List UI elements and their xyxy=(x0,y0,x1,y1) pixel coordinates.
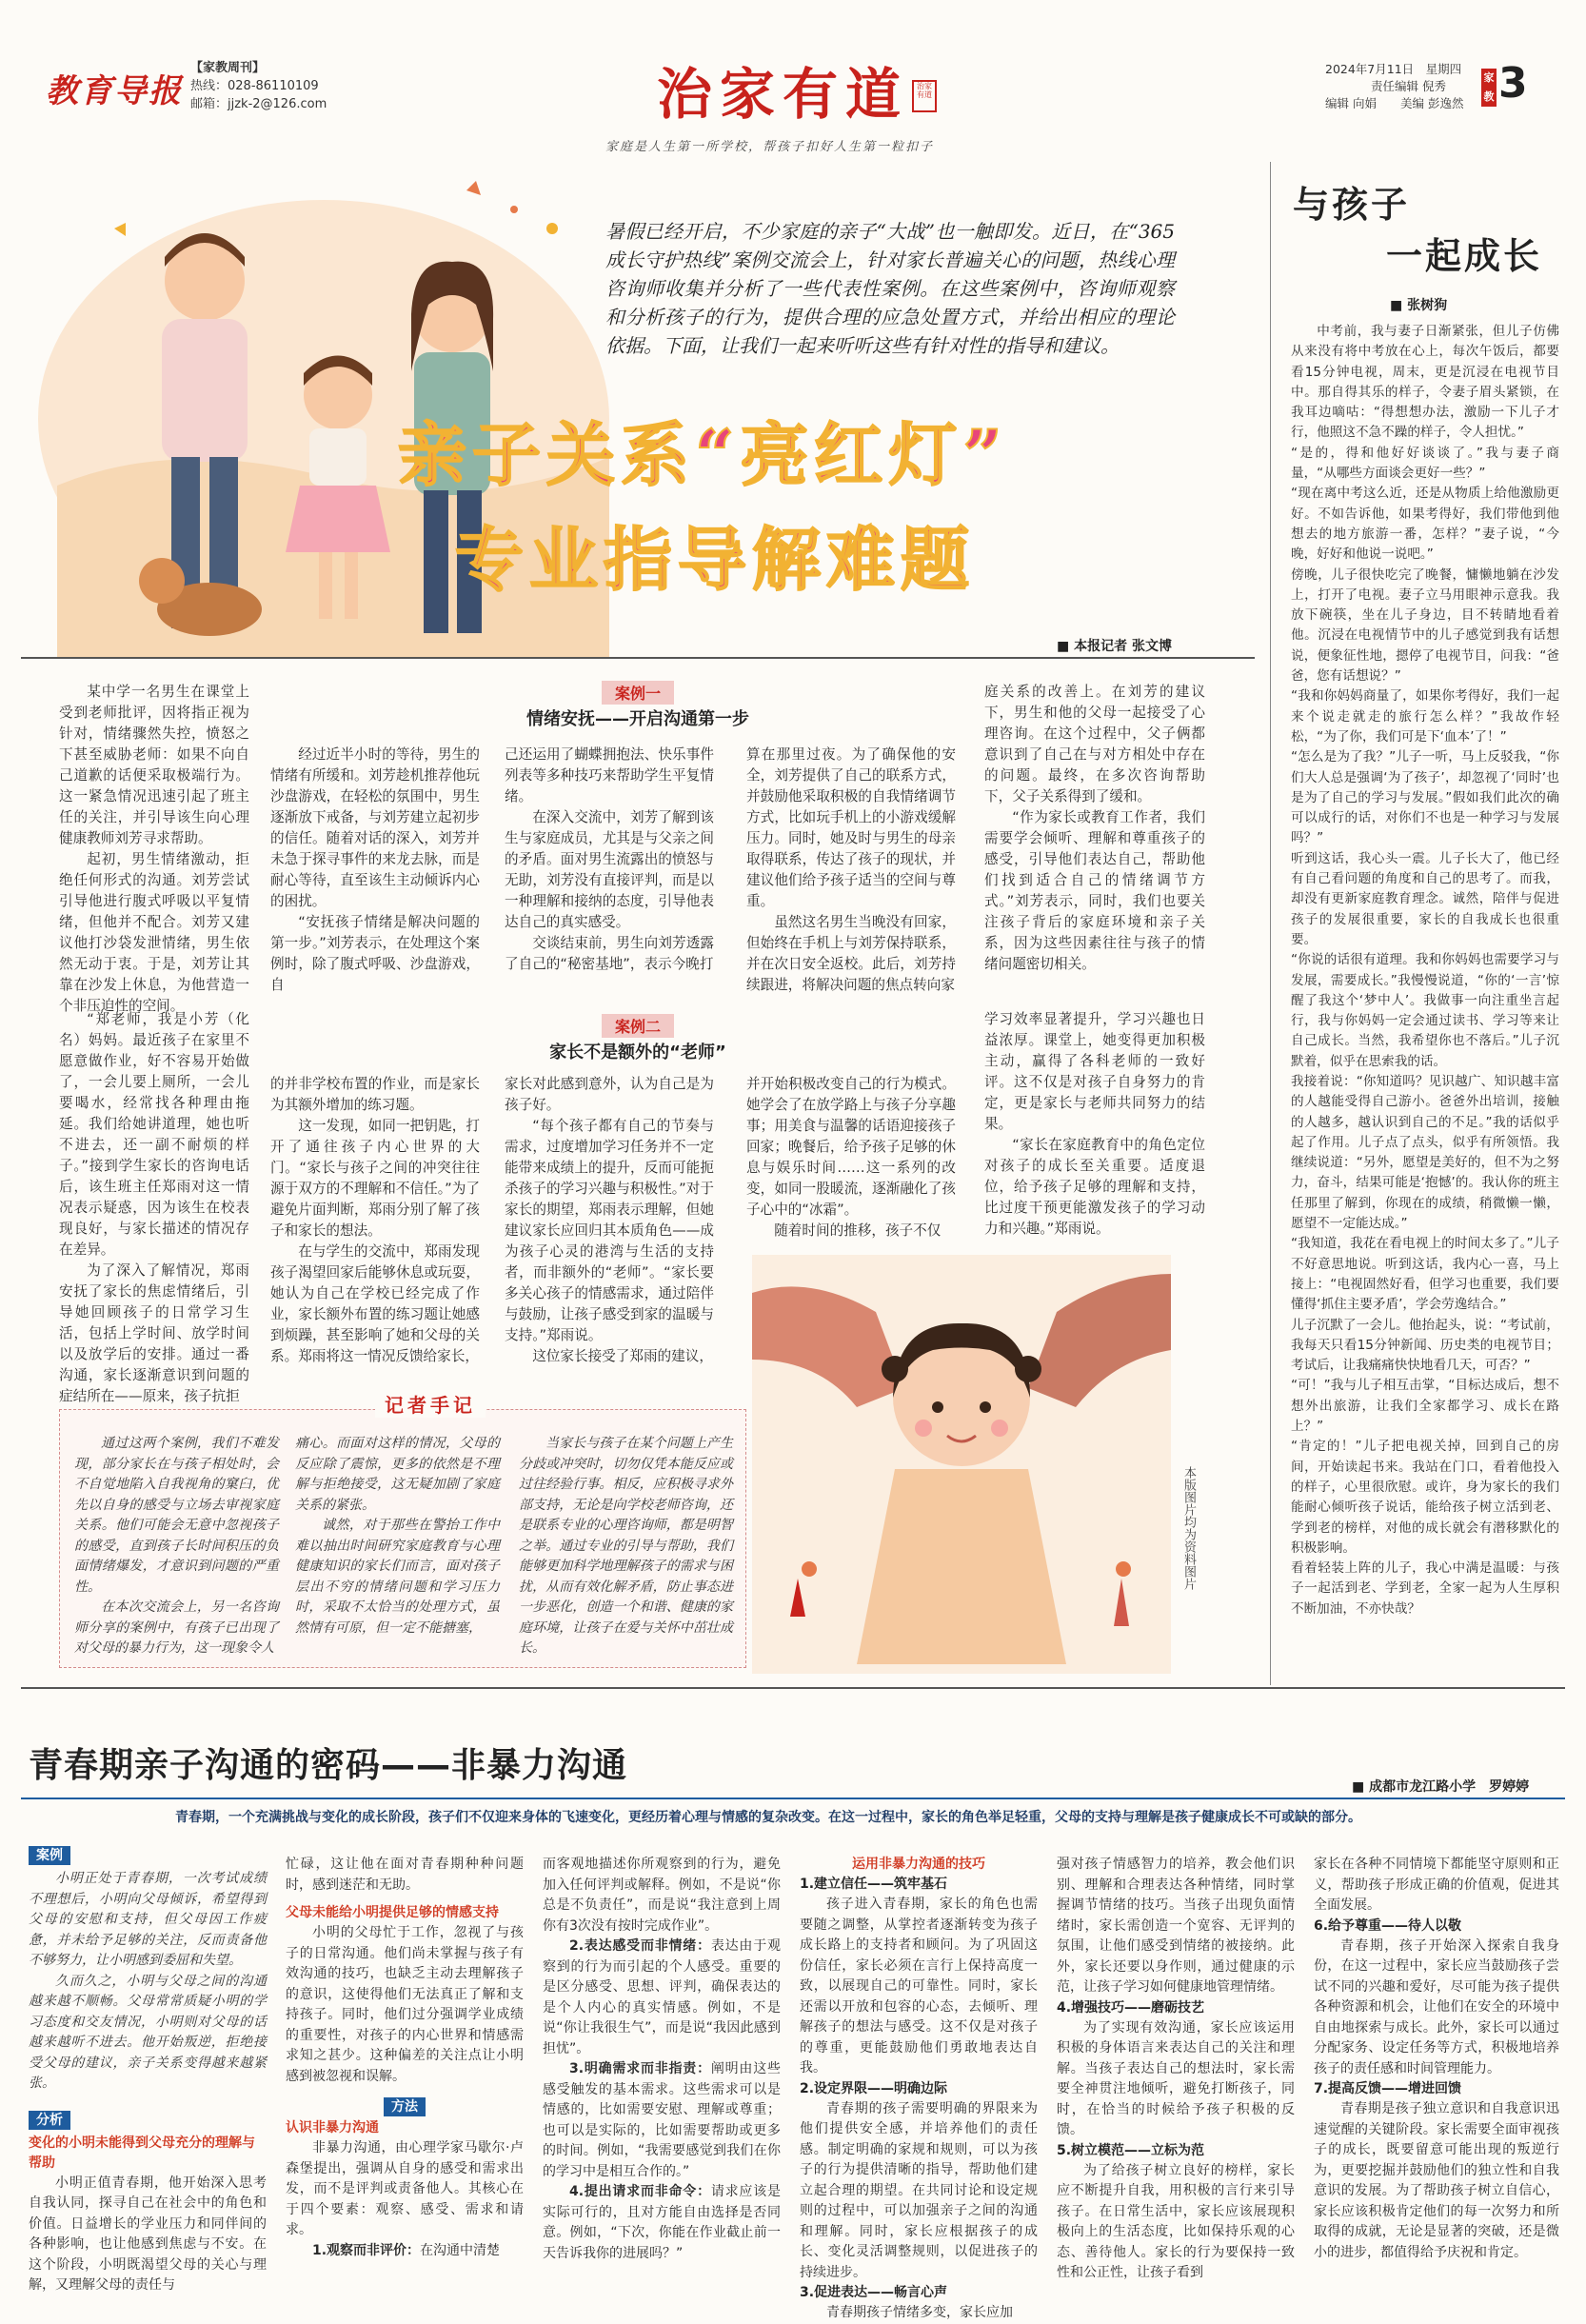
bottom-col4 xyxy=(800,1855,1038,2324)
lead-byline-text: 本报记者 张文博 xyxy=(1074,639,1172,654)
editor: 责任编辑 倪秀 xyxy=(1371,79,1446,93)
analysis-tag: 分析 xyxy=(29,2111,70,2130)
hotline: 热线：028-86110109 xyxy=(190,79,319,93)
newspaper-logo: 教育导报 xyxy=(46,72,183,110)
case2-col1 xyxy=(59,1009,249,1407)
paragraph: 并开始积极改变自己的行为模式。她学会了在放学路上与孩子分享趣事；用美食与温馨的话语迎接孩子回家；晚餐后，给予孩子足够的休息与娱乐时间……这一系列的改变，如同一股暖流，逐渐融化了孩子心中的“冰霜”。 xyxy=(746,1076,956,1218)
paragraph: 虽然这名男生当晚没有回家，但始终在手机上与刘芳保持联系，并在次日安全返校。此后，刘芳持续跟进，将解决问题的焦点转向家 xyxy=(746,914,956,993)
method-heading: 认识非暴力沟通 xyxy=(286,2120,379,2135)
technique-heading: 3.促进表达——畅言心声 xyxy=(800,2285,948,2300)
technique-heading: 4.增强技巧——磨砺技艺 xyxy=(1057,1999,1205,2016)
masthead-info xyxy=(190,59,327,113)
bottom-col1 xyxy=(29,1845,267,2296)
paragraph: “作为家长或教育工作者，我们需要学会倾听、理解和尊重孩子的感受，引导他们表达自己，帮助他们找到适合自己的情绪调节方式。”刘芳表示，同时，我们也要关注孩子背后的家庭环境和亲子关系，因为这些因素往往与孩子的情绪问题密切相关。 xyxy=(984,809,1205,972)
paragraph: 某中学一名男生在课堂上受到老师批评，因将指正视为针对，情绪骤然失控，愤怒之下甚至威胁老师：如果不向自己道歉的话便采取极端行为。这一紧急情况迅速引起了班主任的关注，并引导该生向心理健康教师刘芳寻求帮助。 xyxy=(59,684,249,846)
case-tag-wrap xyxy=(29,1845,267,1865)
paragraph: “每个孩子都有自己的节奏与需求，过度增加学习任务并不一定能带来成绩上的提升，反而可能扼杀孩子的学习兴趣与积极性。”对于家长的期望，郑雨表示理解，但她建议家长应回归其本质角色——成为孩子心灵的港湾与生活的支持者，而非额外的“老师”。“家长要多关心孩子的情感需求，通过陪伴与鼓励，让孩子感受到家的温暖与支持。”郑雨说。 xyxy=(505,1118,714,1343)
paragraph xyxy=(543,2182,781,2264)
case2-col4 xyxy=(746,1074,956,1241)
column-author-text: 张树狗 xyxy=(1407,298,1448,313)
section-label: 【家教周刊】 xyxy=(190,61,266,75)
point-heading: 2.表达感受而非情绪： xyxy=(569,1938,711,1954)
girl-illustration xyxy=(752,1255,1171,1674)
masthead xyxy=(0,0,1586,154)
paragraph: 这位家长接受了郑雨的建议， xyxy=(532,1348,713,1364)
issue-info xyxy=(1325,61,1463,112)
paragraph: 起初，男生情绪激动，拒绝任何形式的沟通。刘芳尝试引导他进行腹式呼吸以平复情绪，但他并不配合。刘芳又建议他打沙袋发泄情绪，男生依然无动于衷。于是，刘芳让其靠在沙发上休息，为他营造一个非压迫性的空间。 xyxy=(59,851,249,1014)
case1-col5 xyxy=(984,682,1205,975)
notes-col1 xyxy=(74,1434,279,1659)
paragraph: 小明的父母忙于工作，忽视了与孩子的日常沟通。他们尚未掌握与孩子有效沟通的技巧，也缺乏主动去理解孩子的意识，这使得他们无法真正了解和支持孩子。同时，他们过分强调学业成绩的重要性，对孩子的内心世界和情感需求知之甚少。这种偏差的关注点让小明感到被忽视和误解。 xyxy=(286,1925,524,2084)
column-title-2: 一起成长 xyxy=(1386,234,1543,277)
paragraph: 为了深入了解情况，郑雨安抚了家长的焦虑情绪后，引导她回顾孩子的日常学习生活，包括上学时间、放学时间以及放学后的安排。通过一番沟通，家长逐渐意识到问题的症结所在——原来，孩子抗拒 xyxy=(59,1262,249,1404)
paragraph: 青春期是孩子独立意识和自我意识迅速觉醒的关键阶段。家长需要全面审视孩子的成长，既要留意可能出现的叛逆行为，更要挖掘并鼓励他们的独立性和自我意识的发展。为了帮助孩子树立自信心，家长应该积极肯定他们的每一次努力和所取得的成就，无论是显著的突破，还是微小的进步，都值得给予庆祝和肯定。 xyxy=(1314,2101,1559,2260)
editor-2: 编辑 向娟 美编 彭逸然 xyxy=(1325,96,1464,110)
bottom-col2 xyxy=(286,1855,524,2261)
bottom-col5 xyxy=(1057,1855,1295,2284)
case2-header xyxy=(495,1014,781,1038)
section-divider xyxy=(21,1687,1565,1689)
photo-credit: 本版图片均为资料图片 xyxy=(1181,1466,1196,1590)
notes-col3 xyxy=(519,1434,733,1659)
paragraph: 在本次交流会上，另一名咨询师分享的案例中，有孩子已出现了对父母的暴力行为，这一现象令人 xyxy=(74,1599,279,1656)
case1-col1 xyxy=(59,682,249,1017)
technique-heading: 5.树立模范——立标为范 xyxy=(1057,2142,1205,2158)
divider xyxy=(21,657,1255,659)
point-heading: 3.明确需求而非指责： xyxy=(569,2061,711,2076)
paragraph: “家长在家庭教育中的角色定位对孩子的成长至关重要。适度退位，给予孩子足够的理解和支持，比过度干预更能激发孩子的学习动力和兴趣。”郑雨说。 xyxy=(984,1137,1205,1237)
bottom-col3 xyxy=(543,1855,781,2264)
method-tag: 方法 xyxy=(384,2097,426,2116)
email: 邮箱：jjzk-2@126.com xyxy=(190,97,327,111)
bottom-intro: 青春期，一个充满挑战与变化的成长阶段，孩子们不仅迎来身体的飞速变化，更经历着心理与情感的复杂改变。在这一过程中，家长的角色举足轻重，父母的支持与理解是孩子健康成长不可或缺的部分。 xyxy=(175,1810,1361,1825)
lead-intro: 暑假已经开启，不少家庭的亲子“大战”也一触即发。近日，在“365成长守护热线”案例交流会上，针对家长普遍关心的问题，热线心理咨询师收集并分析了一些代表性案例。在这些案例中，咨询师观察和分析孩子的行为，提供合理的应急处置方式，并给出相应的理论依据。下面，让我们一起来听听这些有针对性的指导和建议。 xyxy=(605,220,1175,357)
slogan: 家庭是人生第一所学校，帮孩子扣好人生第一粒扣子 xyxy=(605,140,935,154)
paragraph: 痛心。而面对这样的情况，父母的反应除了震惊，更多的依然是不理解与拒绝接受，这无疑加剧了家庭关系的紧张。 xyxy=(295,1436,500,1513)
paragraph: 家长在各种不同情境下都能坚守原则和正义，帮助孩子形成正确的价值观，促进其全面发展。 xyxy=(1314,1857,1559,1913)
case1-header xyxy=(495,681,781,705)
paragraph: “郑老师，我是小芳（化名）妈妈。最近孩子在家里不愿意做作业，好不容易开始做了，一会儿要上厕所，一会儿要喝水，经常找各种理由拖延。我们给她讲道理，她也听不进去，还一副不耐烦的样子。”接到学生家长的咨询电话后，该生班主任郑雨对这一情况表示疑惑，因为该生在校表现良好，与家长描述的情况存在差异。 xyxy=(59,1011,249,1258)
paragraph xyxy=(543,1937,781,2059)
paragraph: 在与学生的交流中，郑雨发现孩子渴望回家后能够休息或玩耍，她认为自己在学校已经完成了作业，家长额外布置的练习题让她感到烦躁，甚至影响了她和父母的关系。郑雨将这一情况反馈给家长， xyxy=(270,1243,480,1364)
bottom-col6 xyxy=(1314,1855,1559,2263)
point-text: 请求应该是实际可行的，且对方能自由选择是否同意。例如，“下次，你能在作业截止前一天告诉我你的进展吗？” xyxy=(543,2184,781,2261)
bottom-byline-text: 成都市龙江路小学 罗婷婷 xyxy=(1369,1779,1530,1795)
analysis-heading-1: 变化的小明未能得到父母充分的理解与帮助 xyxy=(29,2135,255,2171)
paragraph: 而客观地描述你所观察到的行为，避免加入任何评判或解释。例如，不是说“你总是不负责任”，而是说“我注意到上周你有3次没有按时完成作业”。 xyxy=(543,1857,781,1934)
paragraph: 非暴力沟通，由心理学家马歇尔·卢森堡提出，强调从自身的感受和需求出发，而不是评判或责备他人。其核心在于四个要素：观察、感受、需求和请求。 xyxy=(286,2140,524,2237)
bottom-title: 青春期亲子沟通的密码——非暴力沟通 xyxy=(29,1746,628,1785)
paragraph: 在深入交流中，刘芳了解到该生与家庭成员，尤其是与父亲之间的矛盾。面对男生流露出的愤怒与无助，刘芳没有直接评判，而是以一种理解和接纳的态度，引导他表达自己的真实感受。 xyxy=(505,809,714,930)
case1-title: 情绪安抚——开启沟通第一步 xyxy=(526,709,749,729)
column-divider xyxy=(1270,162,1271,1685)
page-tag: 家教 xyxy=(1481,69,1497,107)
case-tag: 案例 xyxy=(29,1846,70,1865)
analysis-tag-wrap xyxy=(29,2110,267,2130)
case2-col5 xyxy=(984,1009,1205,1240)
headline-2: 专业指导解难题 xyxy=(455,519,976,600)
paragraph: 家长对此感到意外，认为自己是为孩子好。 xyxy=(505,1076,714,1113)
issue-date: 2024年7月11日 星期四 xyxy=(1325,62,1462,76)
bottom-byline: ■ 成都市龙江路小学 罗婷婷 xyxy=(1352,1779,1530,1795)
point-text: 阐明由这些感受触发的基本需求。这些需求可以是情感的，比如需要安慰、理解或尊重；也可以是实际的，比如需要帮助或更多的时间。例如，“我需要感觉到我们在你的学习中是相互合作的。” xyxy=(543,2061,781,2179)
divider xyxy=(21,1798,1565,1799)
paragraph: 当家长与孩子在某个问题上产生分歧或冲突时，切勿仅凭本能反应或过往经验行事。相反，应积极寻求外部支持，无论是向学校老师咨询，还是联系专业的心理咨询师，都是明智之举。通过专业的引导与帮助，我们能够更加科学地理解孩子的需求与困扰，从而有效化解矛盾，防止事态进一步恶化，创造一个和谐、健康的家庭环境，让孩子在爱与关怀中茁壮成长。 xyxy=(519,1436,733,1656)
paragraph: 久而久之，小明与父母之间的沟通越来越不顺畅。父母常常质疑小明的学习态度和交友情况，小明则对父母的话越来越听不进去。他开始叛逆，拒绝接受父母的建议，亲子关系变得越来越紧张。 xyxy=(29,1973,267,2091)
paragraph: 青春期的孩子需要明确的界限来为他们提供安全感，并培养他们的责任感。制定明确的家规和规则，可以为孩子的行为提供清晰的指导，帮助他们建立起合理的期望。在共同讨论和设定规则的过程中，可以加强亲子之间的沟通和理解。同时，家长应根据孩子的成长、变化灵活调整规则，以促进孩子的持续进步。 xyxy=(800,2100,1038,2280)
paragraph: 庭关系的改善上。在刘芳的建议下，男生和他的父母一起接受了心理咨询。在这个过程中，父子俩都意识到了自己在与对方相处中存在的问题。最终，在多次咨询帮助下，父子关系得到了缓和。 xyxy=(984,684,1205,804)
paragraph xyxy=(543,2059,781,2182)
paragraph: 小明正处于青春期，一次考试成绩不理想后，小明向父母倾诉，希望得到父母的安慰和支持，但父母因工作疲惫，并未给予足够的关注，反而责备他不够努力，让小明感到委屈和失望。 xyxy=(29,1871,267,1968)
case2-tag: 案例二 xyxy=(602,1014,674,1038)
case2-col2 xyxy=(270,1074,480,1367)
paragraph: 小明正值青春期，他开始深入思考自我认同，探寻自己在社会中的角色和价值。日益增长的学业压力和同伴间的各种影响，也让他感到焦虑与不安。在这个阶段，小明既渴望父母的关心与理解，又理解父母的责任与 xyxy=(29,2175,267,2293)
lead-byline: ■ 本报记者 张文博 xyxy=(1057,639,1172,654)
paragraph: 强对孩子情感智力的培养，教会他们识别、理解和合理表达各种情绪，同时掌握调节情绪的技巧。当孩子出现负面情绪时，家长需创造一个宽容、无评判的氛围，让他们感受到情绪的被接纳。此外，家长还要以身作则，通过健康的示范，让孩子学习如何健康地管理情绪。 xyxy=(1057,1857,1295,1995)
paragraph: 算在那里过夜。为了确保他的安全，刘芳提供了自己的联系方式，并鼓励他采取积极的自我情绪调节方式，比如玩手机上的小游戏缓解压力。同时，她及时与男生的母亲取得联系，传达了孩子的现状，并建议他们给予孩子适当的空间与尊重。 xyxy=(746,746,956,909)
technique-heading: 1.建立信任——筑牢基石 xyxy=(800,1877,948,1892)
column-author: ■ 张树狗 xyxy=(1390,298,1448,313)
paragraph: 这一发现，如同一把钥匙，打开了通往孩子内心世界的大门。“家长与孩子之间的冲突往往源于双方的不理解和不信任。”为了避免片面判断，郑雨分别了解了孩子和家长的想法。 xyxy=(270,1118,480,1239)
reporter-notes-title: 记者手记 xyxy=(375,1390,486,1418)
headline-1: 亲子关系“亮红灯” xyxy=(398,414,1008,495)
paragraph: 交谈结束前，男生向刘芳透露了自己的“秘密基地”，表示今晚打 xyxy=(505,935,714,972)
case1-col2 xyxy=(270,745,480,996)
case1-col4 xyxy=(746,745,956,996)
paragraph: “安抚孩子情绪是解决问题的第一步。”刘芳表示，在处理这个案例时，除了腹式呼吸、沙盘游戏，自 xyxy=(270,914,480,993)
case1-tag: 案例一 xyxy=(602,681,674,705)
point-text: 表达由于观察到的行为而引起的个人感受。重要的是区分感受、思想、评判，确保表达的是个人内心的真实情感。例如，不是说“你让我很生气”，而是说“我因此感到担忧”。 xyxy=(543,1938,781,2056)
technique-heading: 6.给予尊重——待人以敬 xyxy=(1314,1917,1462,1934)
point-heading: 4.提出请求而非命令： xyxy=(569,2184,711,2199)
paragraph: 青春期孩子情绪多变，家长应加 xyxy=(826,2305,1013,2320)
point-heading: 1.观察而非评价： xyxy=(312,2242,421,2258)
paragraph: 诚然，对于那些在警抬工作中难以抽出时间研究家庭教育与心理健康知识的家长们而言，面对孩子层出不穷的情绪问题和学习压力时，采取不太恰当的处理方式，虽然情有可原，但一定不能搪塞， xyxy=(295,1518,500,1636)
page-title: 治家有道 xyxy=(657,62,909,127)
paragraph: 为了实现有效沟通，家长应该运用积极的身体语言来表达自己的关注和理解。当孩子表达自己的想法时，家长需要全神贯注地倾听，避免打断孩子，同时，在恰当的时候给予孩子积极的反馈。 xyxy=(1057,2019,1295,2137)
case2-title: 家长不是额外的“老师” xyxy=(549,1043,726,1063)
paragraph: 经过近半小时的等待，男生的情绪有所缓和。刘芳趁机推荐他玩沙盘游戏，在轻松的氛围中，男生逐渐放下戒备，与刘芳建立起初步的信任。随着对话的深入，刘芳并未急于探寻事件的来龙去脉，而是耐心等待，直至该生主动倾诉内心的困扰。 xyxy=(270,746,480,909)
case1-col3 xyxy=(505,745,714,975)
techniques-heading: 运用非暴力沟通的技巧 xyxy=(852,1857,985,1872)
technique-heading: 2.设定界限——明确边际 xyxy=(800,2080,948,2096)
column-body: 中考前，我与妻子日渐紧张，但儿子仿佛从来没有将中考放在心上，每次午饭后，都要看15分钟电视，周末，更是沉浸在电视节目中。那自得其乐的样子，令妻子眉头紧锁，在我耳边嘀咕：“得想想办法，激励一下儿子才行，他照这不急不躁的样子，令人担忧。” “是的，得和他好好谈谈了。”我与妻子商量，“从哪些方面谈会更好一些？” “现在离中考这么近，还是从物质上给他激励更好。不如告诉他，如果考得好，我们带他到他想去的地方旅游一番，怎样？”妻子说，“今晚，好好和他说一说吧。” 傍晚，儿子很快吃完了晚餐，慵懒地躺在沙发上，打开了电视。妻子立马用眼神示意我。我放下碗筷，坐在儿子身边，目不转睛地看着他。沉浸在电视情节中的儿子感觉到我有话想说，便象征性地，摁停了电视节目，问我：“爸爸，您有话想说？” “我和你妈妈商量了，如果你考得好，我们一起来个说走就走的旅行怎么样？”我故作轻松，“为了你，我们可是下‘血本’了！” “怎么是为了我？”儿子一听，马上反驳我，“你们大人总是强调‘为了孩子’，却忽视了‘同时’也是为了自己的学习与发展。”假如我们此次的确可以成行的话，对你们不也是一种学习与发展吗？” 听到这话，我心头一震。儿子长大了，他已经有自己看问题的角度和自己的思考了。而我，却没有更新家庭教育理念。诚然，陪伴与促进孩子的发展很重要，家长的自我成长也很重要。 “你说的话很有道理。我和你妈妈也需要学习与发展，需要成长。”我慢慢说道，“你的‘一言’惊醒了我这个‘梦中人’。我做事一向注重坐言起行，我与你妈妈一定会通过读书、学习等来让自己成长。当然，我希望你也不落后。”儿子沉默着，似乎在思索我的话。 我接着说：“你知道吗？见识越广、知识越丰富的人越能受得自己游小。爸爸外出培训，接触的人越多，越认识到自己的不足。”我的话似乎起了作用。儿子点了点头，似乎有所领悟。我继续说道：“另外，愿望是美好的，但不为之努力，奋斗，结果可能是‘抱憾’的。我认你的班主任那里了解到，你现在的成绩，稍微懒一懒，愿望不一定能达成。” “我知道，我花在看电视上的时间太多了。”儿子不好意思地说。听到这话，我内心一喜，马上接上：“电视固然好看，但学习也重要，我们要懂得‘抓住主要矛盾’，学会劳逸结合。” 儿子沉默了一会儿。他抬起头，说：“考试前，我每天只看15分钟新闻、历史类的电视节目；考试后，让我痛痛快快地看几天，可否？” “可！”我与儿子相互击掌，“目标达成后，想不想外出旅游，让我们全家都学习、成长在路上？” “肯定的！”儿子把电视关掉，回到自己的房间，开始读起书来。我站在门口，看着他投入的样子，心里很欣慰。或许，身为家长的我们能耐心倾听孩子说话，能给孩子树立活到老、学到老的榜样，对他的成长就会有潜移默化的积极影响。 看着轻装上阵的儿子，我心中满是温暖：与孩子一起活到老、学到老，全家一起为人生厚积不断加油，不亦快哉？ xyxy=(1291,324,1559,1617)
paragraph: 己还运用了蝴蝶拥抱法、快乐事件列表等多种技巧来帮助学生平复情绪。 xyxy=(505,746,714,804)
column-title-1: 与孩子 xyxy=(1293,183,1411,226)
page-number: 3 xyxy=(1498,59,1528,108)
analysis-heading-2: 父母未能给小明提供足够的情感支持 xyxy=(286,1905,499,1920)
notes-col2 xyxy=(295,1434,500,1639)
paragraph: 忙碌，这让他在面对青春期种种问题时，感到迷茫和无助。 xyxy=(286,1857,524,1893)
paragraph: 孩子进入青春期，家长的角色也需要随之调整，从掌控者逐渐转变为孩子成长路上的支持者和顾问。为了巩固这份信任，家长必须在言行上保持高度一致，以展现自己的可靠性。同时，家长还需以开放和包容的心态，去倾听、理解孩子的想法与感受。这不仅是对孩子的尊重，更能鼓励他们勇敢地表达自我。 xyxy=(800,1897,1038,2076)
paragraph: 学习效率显著提升，学习兴趣也日益浓厚。课堂上，她变得更加积极主动，赢得了各科老师的一致好评。这不仅是对孩子自身努力的肯定，更是家长与老师共同努力的结果。 xyxy=(984,1011,1205,1132)
paragraph: 为了给孩子树立良好的榜样，家长应不断提升自我，用积极的言行来引导孩子。在日常生活中，家长应该展现积极向上的生活态度，比如保持乐观的心态、善待他人。家长的行为要保持一致性和公正性，让孩子看到 xyxy=(1057,2162,1295,2280)
paragraph: 的并非学校布置的作业，而是家长为其额外增加的练习题。 xyxy=(270,1076,480,1113)
paragraph xyxy=(286,2241,524,2262)
paragraph: 青春期，孩子开始深入探索自我身份，在这一过程中，家长应当鼓励孩子尝试不同的兴趣和爱好，尽可能为孩子提供各种资源和机会，让他们在安全的环境中自由地探索与成长。此外，家长可以通过分配家务、设定任务等方式，积极地培养孩子的责任感和时间管理能力。 xyxy=(1314,1937,1559,2076)
method-tag-wrap xyxy=(286,2096,524,2116)
technique-heading: 7.提高反馈——增进回馈 xyxy=(1314,2081,1462,2096)
case2-col3 xyxy=(505,1074,714,1367)
paragraph: 通过这两个案例，我们不难发现，部分家长在与孩子相处时，会不自觉地陷入自我视角的窠臼，优先以自身的感受与立场去审视家庭关系。他们可能会无意中忽视孩子的感受，直到孩子长时间积压的负面情绪爆发，才意识到问题的严重性。 xyxy=(74,1436,279,1595)
paragraph: 随着时间的推移，孩子不仅 xyxy=(774,1222,942,1239)
point-text: 在沟通中清楚 xyxy=(420,2242,501,2258)
title-seal: 治家有道 xyxy=(912,80,937,112)
